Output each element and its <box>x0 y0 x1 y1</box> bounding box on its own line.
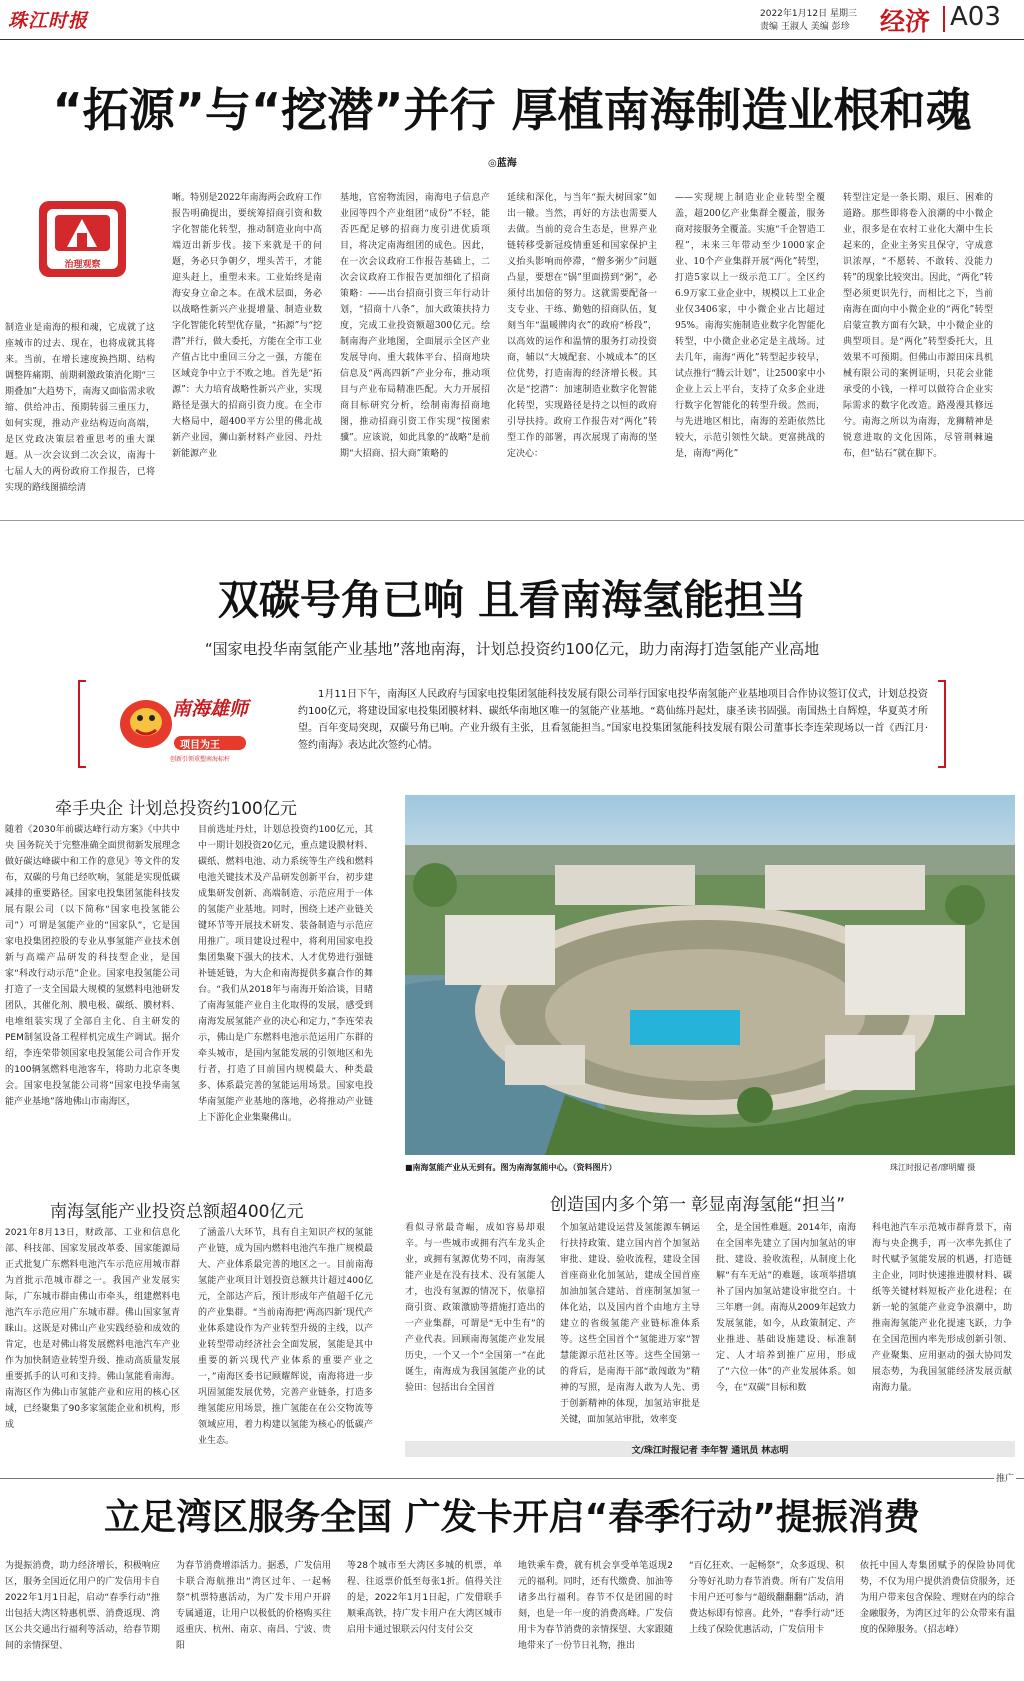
section2-column-1: 2021年8月13日，财政部、工业和信息化部、科技部、国家发展改革委、国家能源局正式批复广东燃料电池汽车示范应用城市群为首批示范城市群之一。我国产业发展实际，广东城市群由佛山市牵头，组建燃料电池汽车示范应用广东城市群。佛山国家氢青睐山。这既是对佛山产业实践经验和成效的肯定，也是对佛山将发展燃料电池汽车产业作为加快制造业转型升级、推动高质量发展重要抓手的认可和支持。佛山氢能看南海。南海区作为佛山市氢能产业和应用的核心区域，已经聚集了90多家氢能企业和机构，形成 <box>5 1228 180 1430</box>
section3-column-1: 看似寻常最奇崛，成如容易却艰辛。与一些城市或拥有汽车龙头企业，或拥有氢源优势不同，南海氢能产业是在没有技术、没有氢能人才，也没有氢源的情况下，依靠招商引资、政策激励等措施打造出的一产业集群，可谓是“无中生有”的产业代表。回顾南海氢能产业发展历史，一个又一个“全国第一”在此诞生，南海成为我国氢能产业的试验田：包括出台全国首 <box>405 1223 545 1393</box>
article2-bottom-rule <box>0 1478 1024 1479</box>
article1-column-2: 晰。特别是2022年南海两会政府工作报告明确提出，要统筹招商引资和数字化智能化转型，推动制造业向中高端迈出新步伐。接下来就是干的问题，务必只争朝夕，埋头苦干，才能迎头赶上，重塑未来。工业始终是南海安身立命之本。在战术层面，务必以战略性新兴产业提增量、制造业数字化智能化转型优存量，“拓源”与“挖潜”并行，做大委托，方能在全市工业产值占比中重回三分之一强，方能在区域竞争中立于不败之地。首先是“拓源”：大力培育战略性新兴产业，实现路径是强大的招商引资力度。在全市大格局中，超400平方公里的佛北战新产业园，狮山新材料产业园、丹灶新能源产业 <box>172 193 322 459</box>
article1-byline: ◎蓝海 <box>488 158 517 169</box>
project-logo-subtitle: 项目为王 <box>180 740 220 751</box>
promo-tag: 推广 <box>994 1471 1016 1484</box>
section2-title: 南海氢能产业投资总额超400亿元 <box>50 1202 304 1222</box>
hydrogen-center-photo <box>405 795 1015 1155</box>
project-logo-title: 南海雄师 <box>172 698 249 720</box>
section3-column-4: 科电池汽车示范城市群背景下，南海与央企携手，再一次率先抓住了时代赋予氢能发展的机遇，打造链主企业，同时快速推进膜材料、碳纸等关键材料短板产业化进程；在新一轮的氢能产业竞争浪潮中，助推南海氢能产业化提速飞跃，力争在全国范围内率先形成创新引领、产业聚集、应用驱动的强大协同发展态势，为我国氢能经济发展贡献南海力量。 <box>872 1223 1012 1393</box>
article2-headline: 双碳号角已响 且看南海氢能担当 <box>217 576 807 624</box>
article3-column-2: 为春节消费增添活力。据悉，广发信用卡联合海航推出“湾区过年、一起畅祭”机票特惠活动，为广发卡用户开辟专属通道，让用户以极低的价格购买往返重庆、杭州、南京、南昌、宁波、贵阳 <box>176 1561 331 1651</box>
page-number: A03 <box>950 2 1001 32</box>
project-logo <box>114 688 269 764</box>
article3-headline: 立足湾区服务全国 广发卡开启“春季行动”提振消费 <box>104 1497 920 1538</box>
section3-title: 创造国内多个第一 彰显南海氢能“担当” <box>550 1195 846 1215</box>
section1-column-2: 目前选址丹灶，计划总投资约100亿元，其中一期计划投资20亿元，重点建设膜材料、碳纸、燃料电池、动力系统等生产线和燃料电池关键技术及产品研发创新平台，初步建成集研发创新、高端制造、示范应用于一体的氢能产业基地。同时，围绕上述产业链关键环节等开展技术研发、装备制造与示范应用推广。项目建设过程中，将利用国家电投集团集聚下强大的技术、人才优势进行强链补链延链，为大企和南海提供多赢合作的舞台。“我们从2018年与南海开始洽谈，目睹了南海氢能产业自主化取得的发展，感受到南海发展氢能产业的决心和定力，”李连荣表示，佛山是广东燃料电池示范运用广东群的牵头城市，是国内氢能发展的引领地区和先行者，打造了目前国内规模最大、种类最多、体系最完善的氢能运用场景。国家电投华南氢能产业基地的落地，必将推动产业链上下游化企业集聚佛山。 <box>198 825 373 1123</box>
article3-column-1: 为提振消费，助力经济增长，积极响应区，服务全国近亿用户的广发信用卡自2022年1月1日起，启动“春季行动”推出包括大湾区特惠机票、消费返现、湾区公共交通出行福利等活动，给春节期间的亲情探望、 <box>5 1561 160 1651</box>
column-logo-label: 治理观察 <box>64 260 101 270</box>
article2-subhead: “国家电投华南氢能产业基地”落地南海，计划总投资约100亿元，助力南海打造氢能产业高地 <box>204 640 820 658</box>
left-bracket <box>78 680 86 768</box>
issue-date: 2022年1月12日 星期三 <box>760 9 857 19</box>
masthead <box>0 0 1024 40</box>
photo-credit: 珠江时报记者/廖明耀 摄 <box>890 1163 976 1172</box>
column-logo <box>35 195 130 283</box>
paper-name: 珠江时报 <box>8 10 89 32</box>
masthead-rule <box>0 39 1024 40</box>
article1-column-6: 转型注定是一条长期、艰巨、困难的道路。那些即将卷入浪潮的中小微企业，很多是在农村工业化大潮中生长起来的，企业主务实且保守，守成意识浓厚，“不愿转、不敢转、没能力转”的现象比较突出。因此，“两化”转型必须更识先行，而相比之下，当前南海在面向中小微企业的“两化”转型启蒙宣教方面有欠缺，中小微企业的典型项目。是“两化”转型委托大，且效果不可预期。但佛山市源田床具机械有限公司的案例证明，只花会业能承受的小钱，一样可以做符合企业实际需求的数字化改造。路漫漫其修远兮。南海之所以为南海，龙狮精神是锐意进取的文化因陈，尽管荆棘遍布，但“钻石”就在脚下。 <box>843 193 993 459</box>
section1-column-1: 随着《2030年前碳达峰行动方案》《中共中央 国务院关于完整准确全面贯彻新发展理念做好碳达峰碳中和工作的意见》等文件的发布，双碳的号角已经吹响，氢能是实现低碳减排的重要路径。国家电投集团氢能科技发展有限公司（以下简称“国家电投氢能公司”）可谓是氢能产业的“国家队”，它是国家电投集团控股的专业从事氢能产业技术创新与高端产品研发的科技型企业，是国家“科改行动示范”企业。国家电投氢能公司打造了一支全国最大规模的氢燃料电池研发团队，其催化剂、膜电极、碳纸、膜材料、电堆组装实现了全部自主化、自主研发的PEM制氢设备工程样机完成生产调试。据介绍，李连荣带领国家电投氢能公司合作开发的100辆氢燃料电池客车，将助力北京冬奥会。国家电投氢能公司将“国家电投华南氢能产业基地”落地佛山市南海区， <box>5 825 180 1107</box>
lead-box <box>78 680 946 768</box>
article3-column-3: 等28个城市至大湾区多城的机票，单程、往返票价低至每张1折。值得关注的是，2022年1月1日起，广发借联手顺乘高铁，持广发卡用户在大湾区城市启用卡通过银联云闪付支付公交 <box>347 1561 502 1635</box>
article3-column-6: 依托中国人寿集团赋予的保险协同优势，不仅为用户提供消费信贷服务，还为用户带来包含保险、理财在内的综合金融服务，为湾区过年的公众带来有温度的保障服务。（招志峰） <box>860 1561 1015 1635</box>
reporter-credit-bar <box>405 1441 1015 1457</box>
section2-column-2: 了涵盖八大环节，具有自主知识产权的氢能产业链，成为国内燃料电池汽车推广规模最大、产业体系最完善的地区之一。目前南海氢能产业项目计划投资总额共计超过400亿元，全部达产后，预计形成年产值超千亿元的产业集群。“当前南海把‘两高四新’现代产业体系建设作为产业转型升级的主线，以产业转型带动经济社会全面发展，氢能是其中重要的新兴现代产业体系的重要产业之一，”南海区委书记顾耀辉说，南海将进一步巩固氢能发展优势，完善产业链条，打造多维氢能应用场景，推广氢能在在公交物流等领域应用，着力构建以氢能为核心的低碳产业生态。 <box>198 1228 373 1446</box>
article1-column-1: 制造业是南海的根和魂，它成就了这座城市的过去、现在，也将成就其将来。当前，在增长速度换挡期、结构调整阵痛期、前期刺激政策消化期“三期叠加”大趋势下，南海又面临需求收缩、供给冲击、预期转弱三重压力，如何实现，推动产业结构迈向高端，是区党政决策层着重思考的重大课题。从一次会议到二次会议，南海十七届人大的两份政府工作报告，已将实现的路线图描绘清 <box>5 323 155 493</box>
page-editors: 责编 王淑人 美编 彭珍 <box>760 22 850 32</box>
section3-column-2: 个加氢站建设运营及氢能源车辆运行扶持政策、建立国内首个加氢站审批、建设、验收流程，建设全国首座商业化加氢站，建成全国首座加油加氢合建站、首座制氢加氢一体化站，以及国内首个由地方主导建立的省级氢能产业链标准体系等。这些全国首个“氢能进万家”智慧能源示范社区等。这些全国第一的背后，是南海干部“敢闯敢为”精神的写照，是南海人敢为人先、勇于创新精神的体现，加氢站审批是关键，面加氢站审批，效率变 <box>560 1223 700 1425</box>
photo-caption: ■南海氢能产业从无到有。图为南海氢能中心。（资料图片） <box>405 1163 617 1172</box>
right-bracket <box>938 680 946 768</box>
article1-column-3: 基地，官窑物流园，南海电子信息产业园等四个产业组团“成份”不轻，能否匹配足够的招商力度引进优质项目，将决定南海组团的成色。因此，在一次会议政府工作报告基础上，二次会议政府工作报告更加细化了招商策略：——出台招商引资三年行动计划，“招商十八条”，加大政策扶持力度，完成工业投资额超300亿元。绘制南海产业地图，全面展示全区产业发展导向、重大载体平台、招商地块信息及“两高四新”产业分布，推动项目与产业布局精准匹配。大力开展招商目标研究分析，绘制南海招商地图，推动招商引资工作实现“按图索骥”。应该说，如此具象的“战略”是前期“大招商、招大商”策略的 <box>340 193 490 459</box>
article3-column-5: “百亿狂欢、一起畅祭”，众多返现、积分等好礼助力春节消费。所有广发信用卡用户还可参与“超级翻翻翻”活动，消费达标即有惊喜。此外，“春季行动”还上线了保险优惠活动，广发信用卡 <box>689 1561 844 1635</box>
section3-column-3: 全，是全国性难题。2014年，南海在全国率先建立了国内加氢站的审批、建设、验收流程，从制度上化解“有车无站”的难题，该项举措填补了国内加氢站建设审批空白。十三年磨一剑。南海从2009年起致力发展氢能，如今，从政策制定、产业推进、基础设施建设、标准制定、人才培养到推广应用，形成了“六位一体”的产业发展体系。如今，在“双碳”目标和数 <box>716 1223 856 1393</box>
project-logo-tag: 创新引领重塑南海标杆 <box>170 756 231 763</box>
article1-bottom-rule <box>0 520 1024 521</box>
article1-headline: “拓源”与“挖潜”并行 厚植南海制造业根和魂 <box>52 83 972 137</box>
article1-column-4: 延续和深化，与当年“振大树回家”如出一辙。当然，再好的方法也需要人去做。当前的竞合生态是，世界产业链转移受新冠疫情重延和国家保护主义抬头影响而停滞，“僧多粥少”问题凸显，要想在“锅”里面捞到“粥”，必须付出加倍的努力。这就需要配备一支专业、干练、勤勉的招商队伍，复刻当年“温暖牌肉衣”的政府“桥段”，以高效的运作和温情的服务打动投资商，辅以“大城配套、小城成本”的区位优势，打造南海的经济增长极。其次是“挖潜”：加速制造业数字化智能化转型，实现路径是持之以恒的政府引导扶持。政府工作报告对“两化”转型工作的部署，再次展现了南海的坚定决心： <box>507 193 657 459</box>
section-divider <box>943 6 945 32</box>
section-name: 经济 <box>880 7 931 36</box>
article3-column-4: 地铁乘车费，就有机会享受单笔返现2元的福利。同时，还有代缴费、加油等诸多出行福利。春节不仅是团圆的时刻，也是一年一度的消费高峰。广发信用卡为春节消费的亲情探望、大家跟随地带来了一份节日礼物，推出 <box>518 1561 673 1651</box>
section1-title: 牵手央企 计划总投资约100亿元 <box>55 799 297 819</box>
reporter-credit: 文/珠江时报记者 李年智 通讯员 林志明 <box>631 1446 789 1456</box>
aerial-campus-image <box>405 795 1015 1155</box>
article1-column-5: ——实现规上制造业企业转型全覆盖，超200亿产业集群全覆盖，服务商对接服务全覆盖。实施“千企智造工程”，未来三年带动至少1000家企业、10个产业集群开展“两化”转型，打造5家以上一级示范工厂。全区约6.9万家工业企业中，规模以上工业企业仅3406家，中小微企业占比超过95%。南海实施制造业数字化智能化转型，中小微企业必定是主战场。过去几年，南海“两化”转型起步较早，试点推行“腾云计划”，让2500家中小企业上云上平台，支持了众多企业进行数字化智能化的转型升级。然而，与先进地区相比，南海的差距依然比较大，示范引领性欠缺。更富挑战的是，南海“两化” <box>675 193 825 459</box>
lead-paragraph: 1月11日下午，南海区人民政府与国家电投集团氢能科技发展有限公司举行国家电投华南氢能产业基地项目合作协议签订仪式，计划总投资约100亿元，将建设国家电投集团膜材料、碳纸华南地区唯一的氢能产业基地。“葛仙练丹起灶，康圣读书固强。南国热土自辉煌，华夏英才所望。百年变局突现，双碳号角已响。产业升级有主张，且看氢能担当。”国家电投集团氢能科技发展有限公司董事长李连荣现场以一首《西江月·签约南海》表达此次签约心情。 <box>298 689 928 751</box>
